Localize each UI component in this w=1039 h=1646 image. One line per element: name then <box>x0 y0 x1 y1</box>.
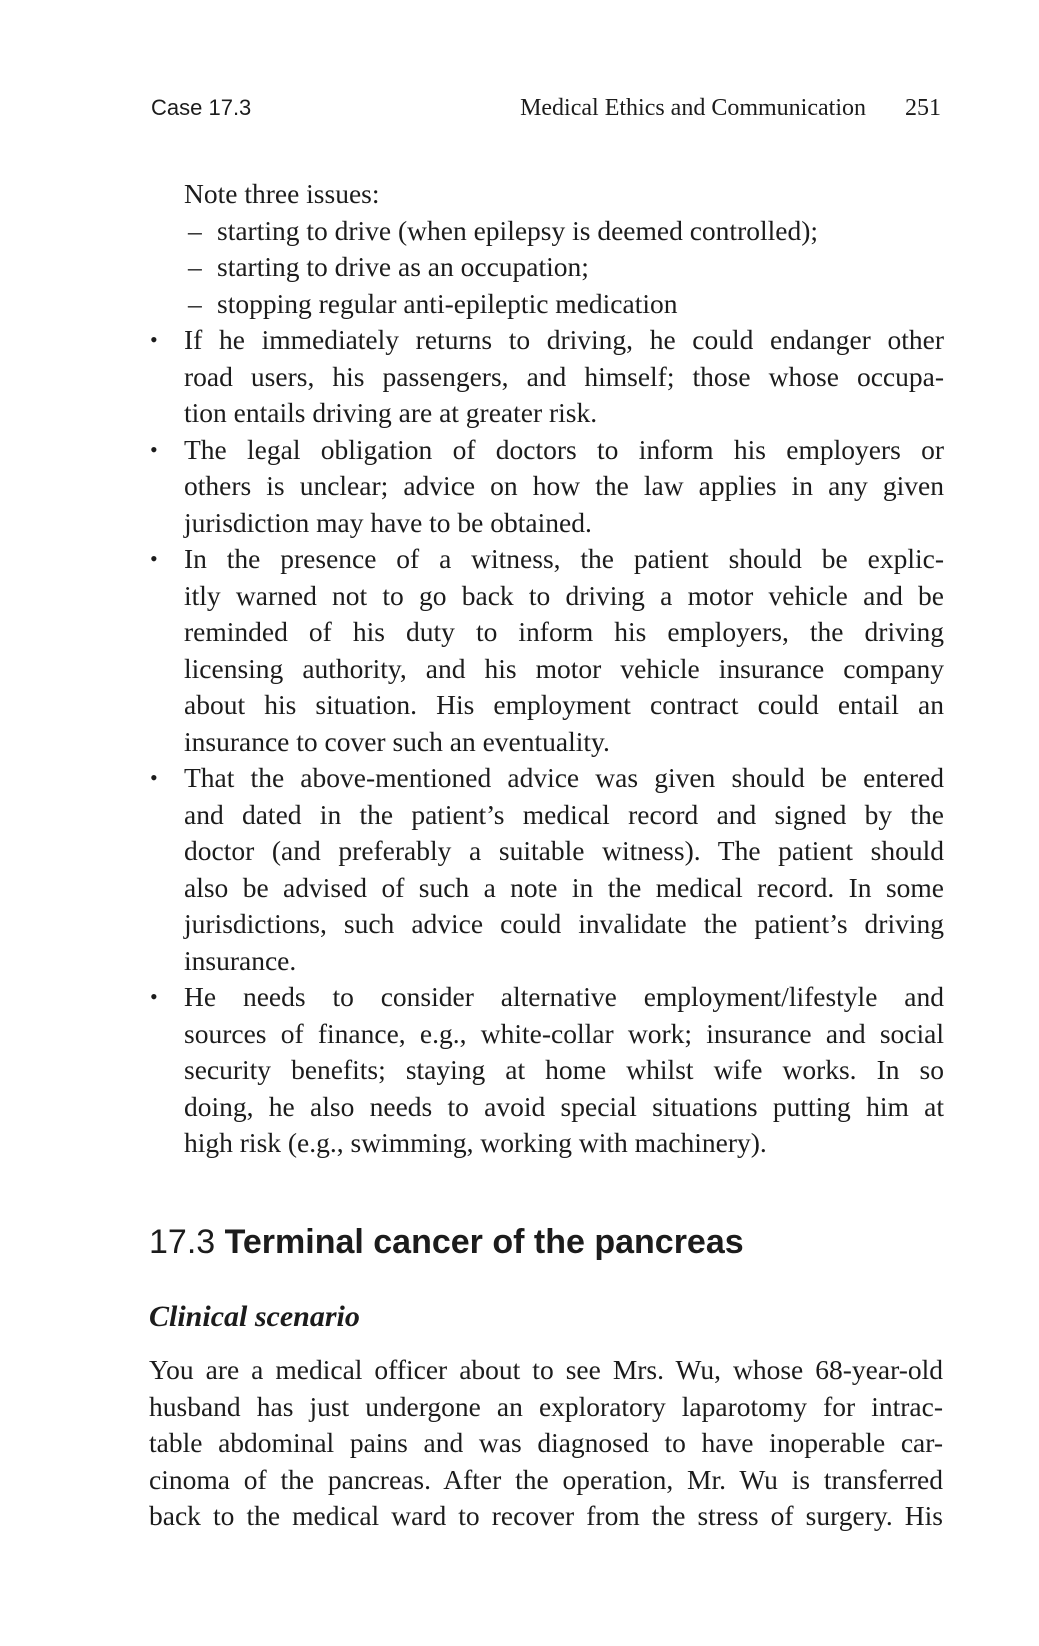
dash-item-text: starting to drive (when epilepsy is deemed controlled); <box>217 214 819 246</box>
section-number: 17.3 <box>149 1223 216 1261</box>
note-block <box>184 176 944 322</box>
dash-marker: – <box>188 214 202 246</box>
section-title: Terminal cancer of the pancreas <box>224 1223 744 1261</box>
text-line: doctor (and preferably a suitable witness). The patient should <box>184 835 944 866</box>
text-line: The legal obligation of doctors to inform his employers or <box>184 433 944 465</box>
bullet-icon: • <box>150 546 158 571</box>
bullet-icon: • <box>150 327 158 352</box>
dash-item-text: starting to drive as an occupation; <box>217 251 589 282</box>
text-line: table abdominal pains and was diagnosed to have inoperable car- <box>149 1427 943 1458</box>
text-line: reminded of his duty to inform his employers, the driving <box>184 616 944 647</box>
text-line: If he immediately returns to driving, he could endanger other <box>184 324 944 355</box>
text-line: jurisdiction may have to be obtained. <box>184 506 592 538</box>
text-line: itly warned not to go back to driving a motor vehicle and be <box>184 579 944 611</box>
text-line: others is unclear; advice on how the law applies in any given <box>184 470 944 501</box>
text-line: You are a medical officer about to see Mrs. Wu, whose 68-year-old <box>149 1354 943 1385</box>
running-head-case: Case 17.3 <box>151 95 252 120</box>
dash-item <box>184 286 944 323</box>
bullet-icon: • <box>150 765 158 790</box>
bullet-list <box>150 322 944 1162</box>
text-line: also be advised of such a note in the medical record. In some <box>184 871 944 903</box>
dash-marker: – <box>188 287 202 319</box>
text-line: back to the medical ward to recover from the stress of surgery. His <box>149 1500 943 1531</box>
text-line: insurance. <box>184 944 297 976</box>
text-line: high risk (e.g., swimming, working with machinery). <box>184 1127 767 1158</box>
text-line: road users, his passengers, and himself; those whose occupa- <box>184 360 944 392</box>
note-intro: Note three issues: <box>184 178 380 209</box>
bullet-item <box>150 979 944 1162</box>
text-line: licensing authority, and his motor vehicle insurance company <box>184 652 944 684</box>
text-line: doing, he also needs to avoid special situations putting him at <box>184 1090 944 1122</box>
bullet-item <box>150 322 944 432</box>
bullet-item <box>150 432 944 542</box>
text-line: security benefits; staying at home whilst wife works. In so <box>184 1054 944 1085</box>
dash-item <box>184 213 944 250</box>
section-heading <box>149 1223 744 1262</box>
text-line: sources of finance, e.g., white-collar work; insurance and social <box>184 1017 944 1049</box>
bullet-icon: • <box>150 436 158 462</box>
text-line: jurisdictions, such advice could invalidate the patient’s driving <box>184 908 944 939</box>
text-line: about his situation. His employment contract could entail an <box>184 689 944 720</box>
bullet-item <box>150 760 944 979</box>
bullet-icon: • <box>150 984 158 1009</box>
dash-marker: – <box>188 251 202 282</box>
text-line: That the above-mentioned advice was given should be entered <box>184 762 944 793</box>
bullet-item <box>150 541 944 760</box>
page-number: 251 <box>905 95 941 121</box>
text-line: insurance to cover such an eventuality. <box>184 725 610 757</box>
dash-item-text: stopping regular anti-epileptic medication <box>217 287 678 319</box>
running-head-title: Medical Ethics and Communication <box>520 95 866 121</box>
text-line: He needs to consider alternative employment/lifestyle and <box>184 981 944 1012</box>
scenario-paragraph <box>149 1352 943 1535</box>
text-line: husband has just undergone an exploratory laparotomy for intrac- <box>149 1390 943 1422</box>
text-line: cinoma of the pancreas. After the operation, Mr. Wu is transferred <box>149 1463 943 1495</box>
subsection-heading: Clinical scenario <box>149 1300 360 1333</box>
text-line: and dated in the patient’s medical record and signed by the <box>184 798 944 830</box>
text-line: tion entails driving are at greater risk. <box>184 397 598 428</box>
text-line: In the presence of a witness, the patient should be explic- <box>184 543 944 574</box>
dash-item <box>184 249 944 286</box>
running-header <box>151 95 941 135</box>
